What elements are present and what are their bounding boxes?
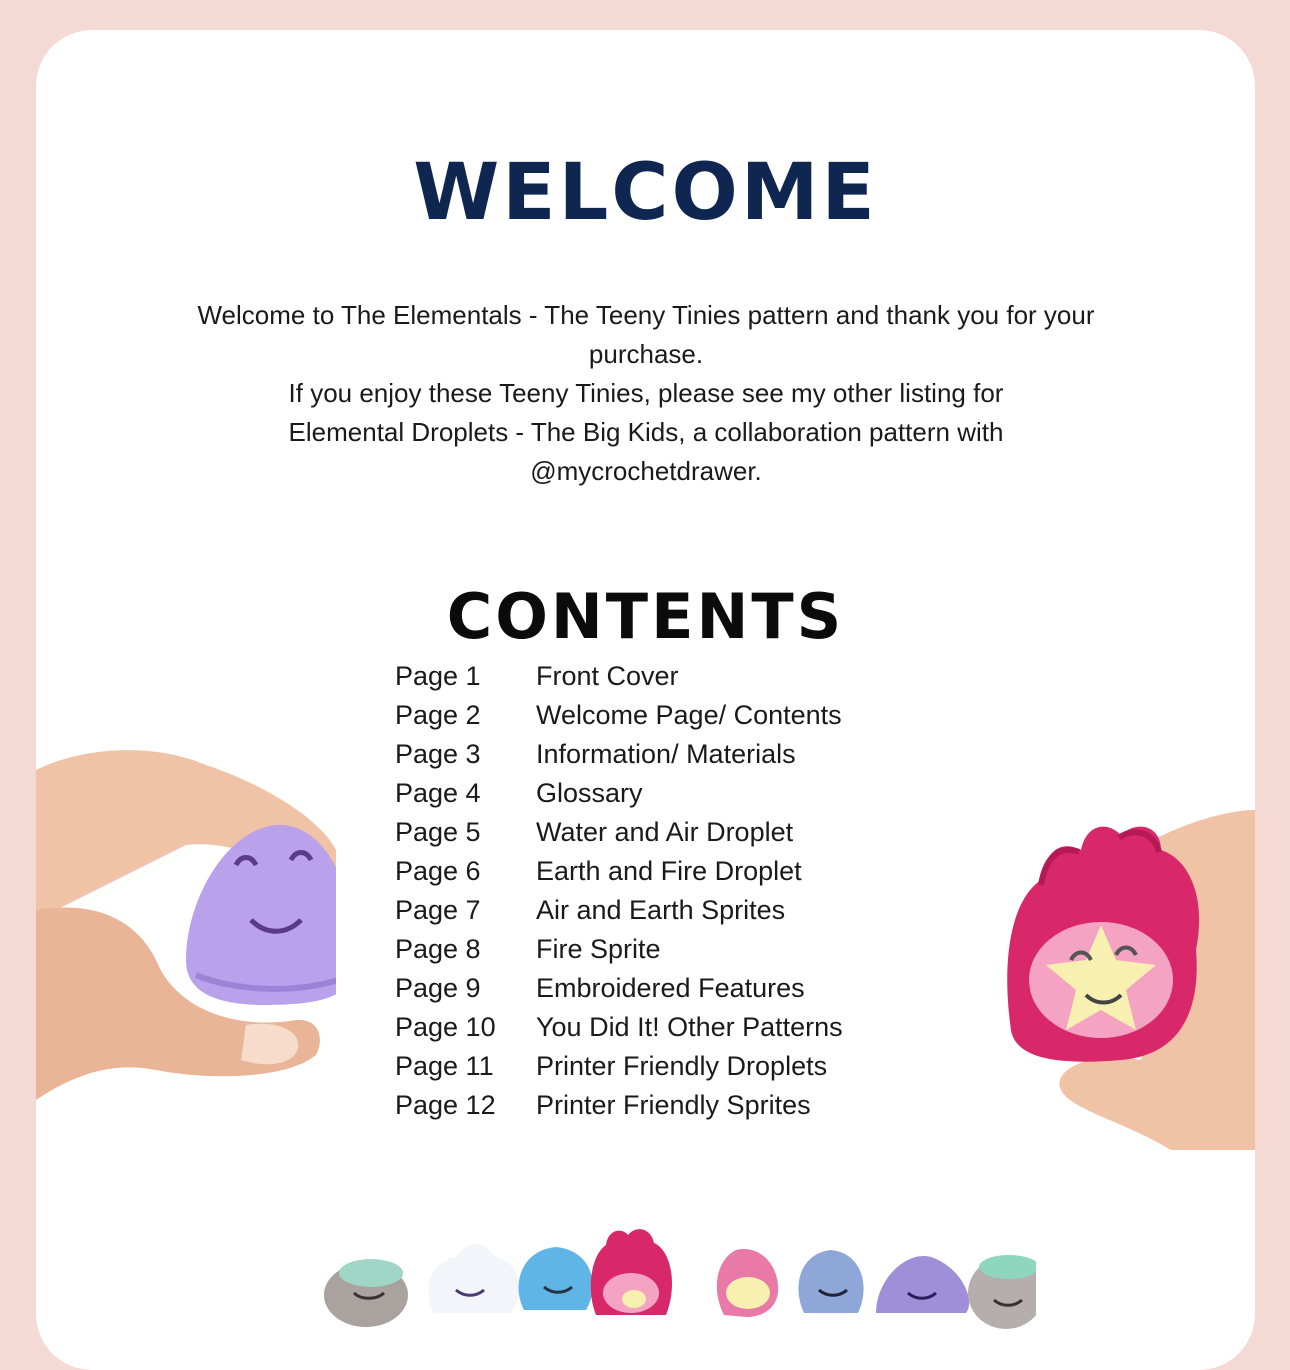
contents-page-number: Page 2 (395, 700, 481, 730)
crochet-figures-row-photo (316, 1195, 1036, 1335)
intro-line-4: @mycrochetdrawer. (530, 456, 762, 486)
contents-page-label: Glossary (536, 778, 643, 808)
contents-item (395, 969, 843, 1008)
contents-list (395, 657, 843, 1125)
contents-page-label: Fire Sprite (536, 934, 661, 964)
contents-page-label: Earth and Fire Droplet (536, 856, 802, 886)
contents-page-number: Page 8 (395, 934, 481, 964)
contents-page-label: Air and Earth Sprites (536, 895, 786, 925)
contents-item (395, 657, 843, 696)
contents-item (395, 891, 843, 930)
page-card (36, 30, 1255, 1370)
contents-item (395, 813, 843, 852)
contents-item (395, 1086, 843, 1125)
contents-page-label: Printer Friendly Droplets (536, 1051, 828, 1081)
hand-with-fire-sprite-photo (991, 790, 1255, 1150)
intro-text (146, 296, 1146, 491)
contents-page-number: Page 12 (395, 1090, 496, 1120)
intro-line-3: Elemental Droplets - The Big Kids, a collaboration pattern with (288, 417, 1004, 447)
contents-page-number: Page 6 (395, 856, 481, 886)
contents-page-number: Page 7 (395, 895, 481, 925)
contents-item (395, 852, 843, 891)
contents-page-number: Page 5 (395, 817, 481, 847)
contents-page-label: Printer Friendly Sprites (536, 1090, 811, 1120)
contents-page-number: Page 11 (395, 1051, 494, 1081)
contents-page-number: Page 4 (395, 778, 481, 808)
contents-page-number: Page 10 (395, 1012, 496, 1042)
contents-page-label: Information/ Materials (536, 739, 796, 769)
contents-item (395, 774, 843, 813)
contents-item (395, 930, 843, 969)
contents-item (395, 696, 843, 735)
contents-page-label: Water and Air Droplet (536, 817, 794, 847)
contents-page-label: Front Cover (536, 661, 679, 691)
contents-page-label: Embroidered Features (536, 973, 805, 1003)
intro-line-2: If you enjoy these Teeny Tinies, please see my other listing for (288, 378, 1004, 408)
intro-line-1: Welcome to The Elementals - The Teeny Tinies pattern and thank you for your purchase. (197, 300, 1095, 369)
contents-page-label: You Did It! Other Patterns (536, 1012, 843, 1042)
contents-title: CONTENTS (446, 580, 845, 653)
contents-page-number: Page 3 (395, 739, 481, 769)
contents-item (395, 1047, 843, 1086)
page-title: WELCOME (413, 148, 878, 238)
contents-page-number: Page 9 (395, 973, 481, 1003)
hand-with-purple-droplet-photo (36, 730, 336, 1130)
contents-page-label: Welcome Page/ Contents (536, 700, 842, 730)
contents-page-number: Page 1 (395, 661, 481, 691)
contents-item (395, 1008, 843, 1047)
contents-item (395, 735, 843, 774)
